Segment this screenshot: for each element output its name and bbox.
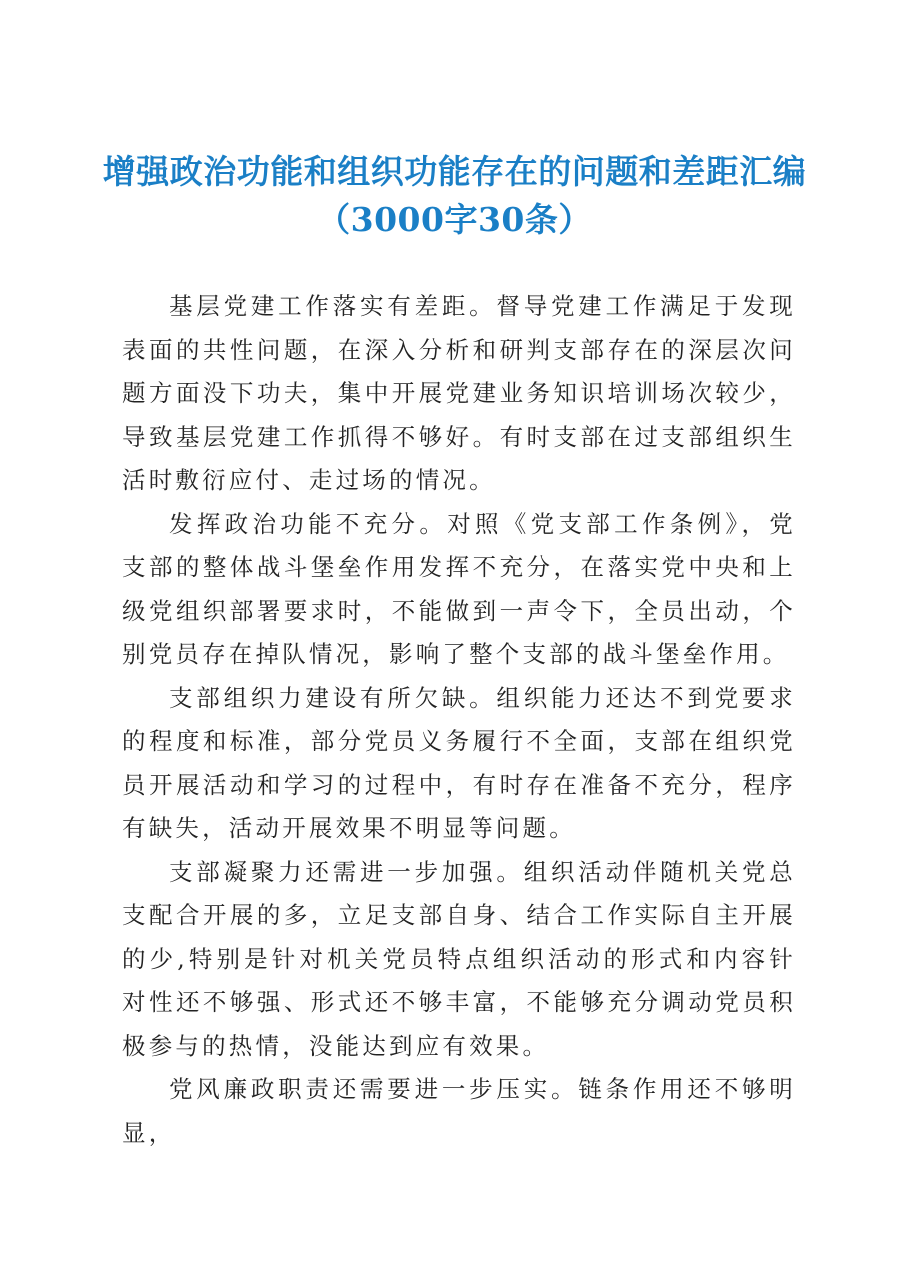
paragraph-cohesion: 支部凝聚力还需进一步加强。组织活动伴随机关党总支配合开展的多，立足支部自身、结合工作实际自主开展的少,特别是针对机关党员特点组织活动的形式和内容针对性还不够强、形式还不够丰富，不能够充分调动党员积极参与的热情，没能达到应有效果。 <box>122 857 796 1060</box>
paragraph-clean-governance: 党风廉政职责还需要进一步压实。链条作用还不够明显， <box>122 1075 796 1147</box>
paragraph-political-function: 发挥政治功能不充分。对照《党支部工作条例》，党支部的整体战斗堡垒作用发挥不充分，在落实党中央和上级党组织部署要求时，不能做到一声令下，全员出动，个别党员存在掉队情况，影响了整个支部的战斗堡垒作用。 <box>122 509 796 668</box>
paragraph-grassroots-party-building: 基层党建工作落实有差距。督导党建工作满足于发现表面的共性问题，在深入分析和研判支部存在的深层次问题方面没下功夫，集中开展党建业务知识培训场次较少，导致基层党建工作抓得不够好。有时支部在过支部组织生活时敷衍应付、走过场的情况。 <box>122 292 796 494</box>
document-body <box>122 285 796 1155</box>
document-title: 增强政治功能和组织功能存在的问题和差距汇编（3000字30条） <box>102 152 807 239</box>
paragraph-organizational-capacity: 支部组织力建设有所欠缺。组织能力还达不到党要求的程度和标准，部分党员义务履行不全面，支部在组织党员开展活动和学习的过程中，有时存在准备不充分，程序有缺失，活动开展效果不明显等问题。 <box>122 683 796 842</box>
